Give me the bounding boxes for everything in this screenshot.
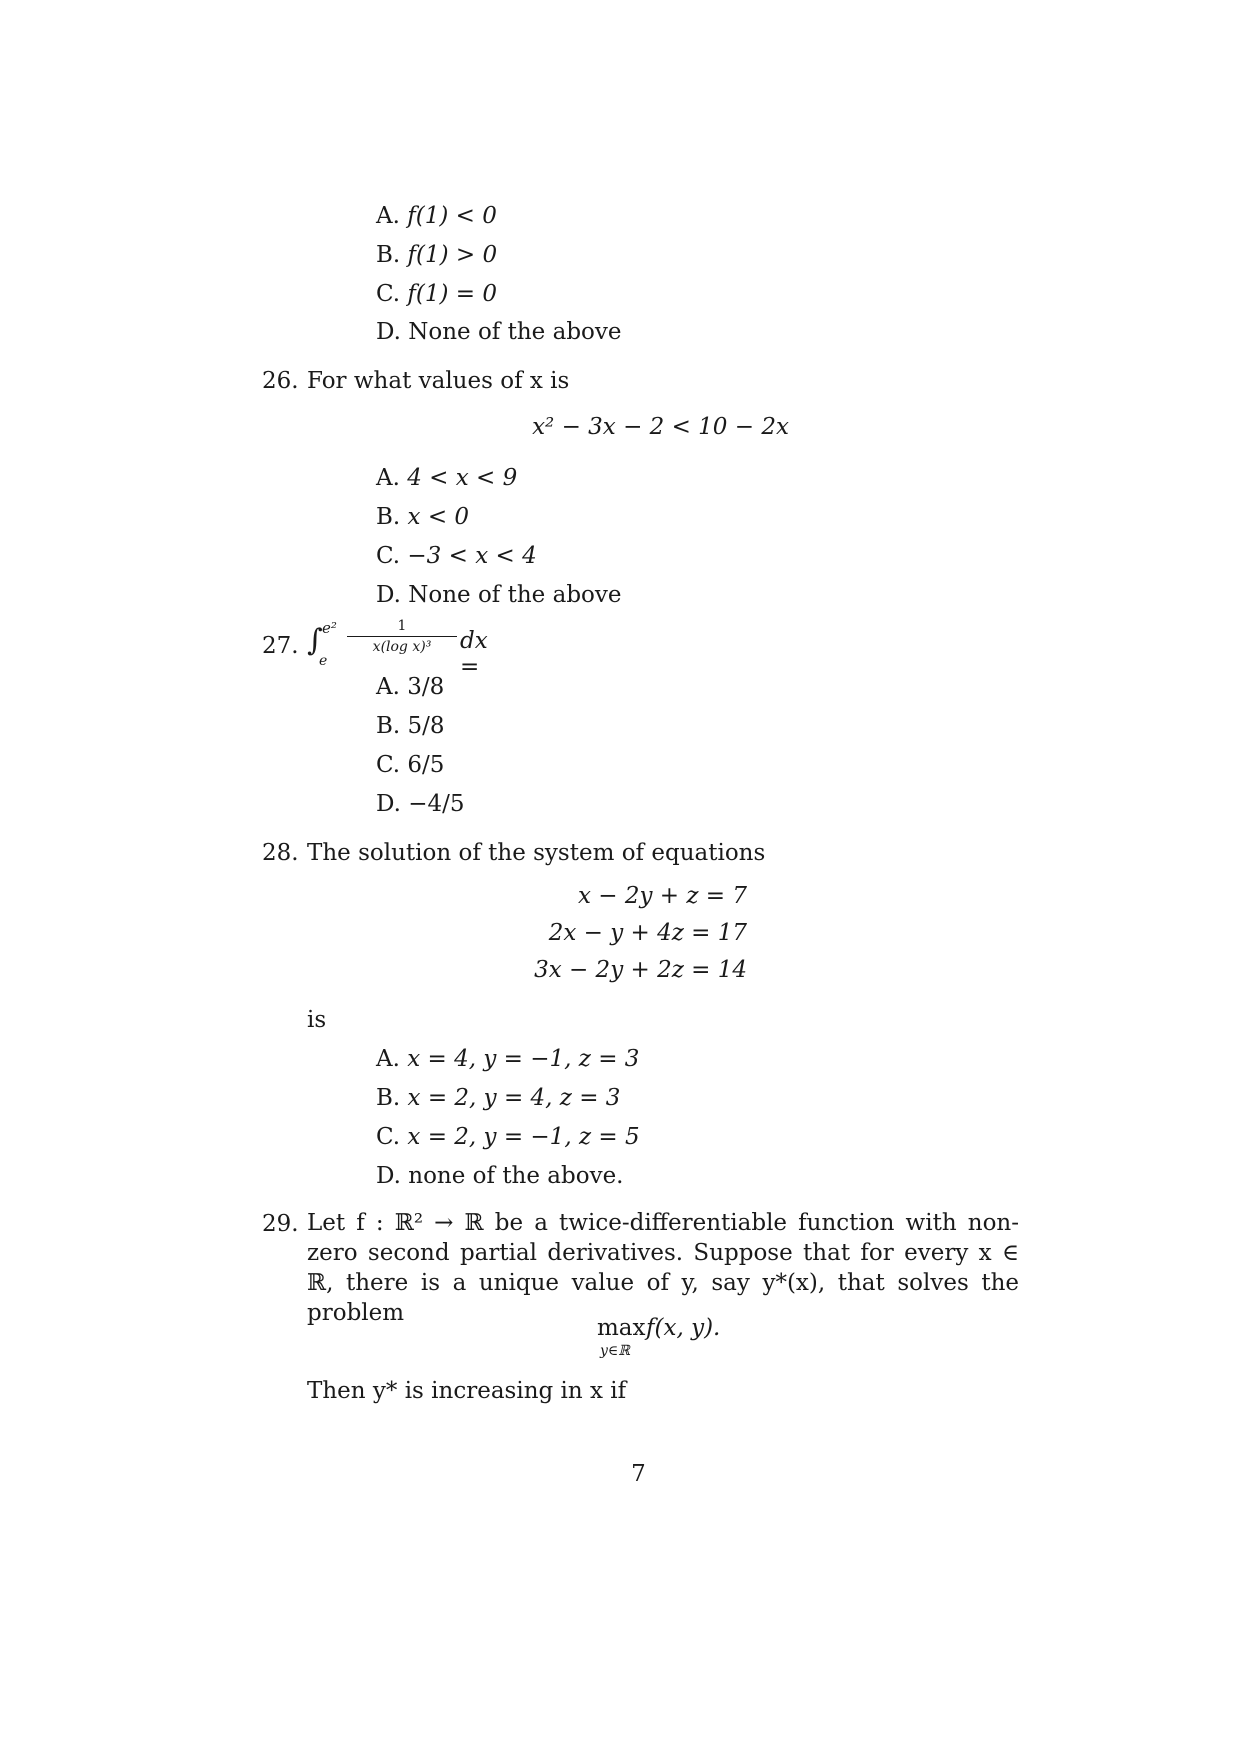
option-text: 5/8 bbox=[407, 713, 445, 739]
fraction-denominator: x(log x)³ bbox=[372, 639, 432, 655]
integral-lower-limit: e bbox=[319, 653, 328, 669]
option-text: f(1) < 0 bbox=[407, 203, 497, 229]
integrand-fraction bbox=[347, 618, 457, 655]
option-text: None of the above bbox=[408, 582, 622, 608]
q26-option-c bbox=[376, 545, 537, 568]
option-text: none of the above. bbox=[408, 1163, 624, 1189]
option-label: B. bbox=[376, 1085, 401, 1111]
option-label: B. bbox=[376, 504, 401, 530]
option-label: C. bbox=[376, 1124, 401, 1150]
q28-option-d bbox=[376, 1165, 624, 1188]
q29-max-expression: f(x, y). bbox=[646, 1315, 721, 1341]
q26-option-b bbox=[376, 506, 469, 529]
option-label: D. bbox=[376, 1163, 401, 1189]
fraction-numerator: 1 bbox=[347, 618, 457, 637]
q28-number: 28. bbox=[262, 840, 299, 866]
option-label: D. bbox=[376, 791, 401, 817]
option-text: x = 4, y = −1, z = 3 bbox=[407, 1046, 640, 1072]
q27-option-c bbox=[376, 754, 444, 777]
q25-option-a bbox=[376, 205, 497, 228]
integral-dx: dx = bbox=[460, 628, 488, 680]
option-text: x < 0 bbox=[407, 504, 470, 530]
option-text: 3/8 bbox=[407, 674, 445, 700]
q27-number: 27. bbox=[262, 633, 299, 659]
option-text: −4/5 bbox=[408, 791, 465, 817]
q28-equation-3: 3x − 2y + 2z = 14 bbox=[534, 957, 747, 983]
q26-equation: x² − 3x − 2 < 10 − 2x bbox=[532, 414, 789, 440]
option-label: A. bbox=[376, 465, 400, 491]
page-number: 7 bbox=[631, 1461, 646, 1487]
q26-option-d bbox=[376, 584, 622, 607]
q29-after-text: Then y* is increasing in x if bbox=[307, 1378, 627, 1404]
q29-number: 29. bbox=[262, 1211, 299, 1237]
q28-equation-1: x − 2y + z = 7 bbox=[577, 883, 747, 909]
option-text: f(1) > 0 bbox=[407, 242, 498, 268]
option-text: −3 < x < 4 bbox=[407, 543, 537, 569]
option-label: A. bbox=[376, 1046, 400, 1072]
option-text: None of the above bbox=[408, 319, 622, 345]
q28-equation-2: 2x − y + 4z = 17 bbox=[548, 920, 747, 946]
q29-text: Let f : ℝ² → ℝ be a twice-differentiable function with non-zero second partial derivatives. Suppose that for every x ∈ ℝ, there is a unique value of y, say y*(x), that solves the problem bbox=[307, 1210, 1019, 1326]
option-label: B. bbox=[376, 713, 401, 739]
q28-option-a bbox=[376, 1048, 639, 1071]
q25-option-d bbox=[376, 321, 622, 344]
q28-text: The solution of the system of equations bbox=[307, 840, 766, 866]
q29-max-word: max bbox=[597, 1315, 646, 1341]
integral-upper-limit: e² bbox=[322, 619, 337, 637]
q26-option-a bbox=[376, 467, 517, 490]
q26-text: For what values of x is bbox=[307, 368, 570, 394]
option-label: D. bbox=[376, 319, 401, 345]
q25-option-c bbox=[376, 283, 497, 306]
option-label: C. bbox=[376, 281, 401, 307]
q25-option-b bbox=[376, 244, 497, 267]
q27-option-d bbox=[376, 793, 465, 816]
option-label: A. bbox=[376, 203, 400, 229]
option-label: C. bbox=[376, 752, 401, 778]
q28-option-b bbox=[376, 1087, 620, 1110]
option-text: x = 2, y = −1, z = 5 bbox=[407, 1124, 640, 1150]
q26-number: 26. bbox=[262, 368, 299, 394]
option-text: 6/5 bbox=[407, 752, 445, 778]
option-text: x = 2, y = 4, z = 3 bbox=[407, 1085, 621, 1111]
option-label: A. bbox=[376, 674, 400, 700]
integral-sign: ∫ bbox=[307, 623, 323, 658]
q27-option-b bbox=[376, 715, 445, 738]
q28-after-text: is bbox=[307, 1007, 327, 1033]
q27-option-a bbox=[376, 676, 444, 699]
option-text: 4 < x < 9 bbox=[407, 465, 518, 491]
q28-option-c bbox=[376, 1126, 640, 1149]
option-label: C. bbox=[376, 543, 401, 569]
option-text: f(1) = 0 bbox=[407, 281, 498, 307]
option-label: B. bbox=[376, 242, 401, 268]
option-label: D. bbox=[376, 582, 401, 608]
q29-max-subscript: y∈ℝ bbox=[600, 1343, 630, 1359]
